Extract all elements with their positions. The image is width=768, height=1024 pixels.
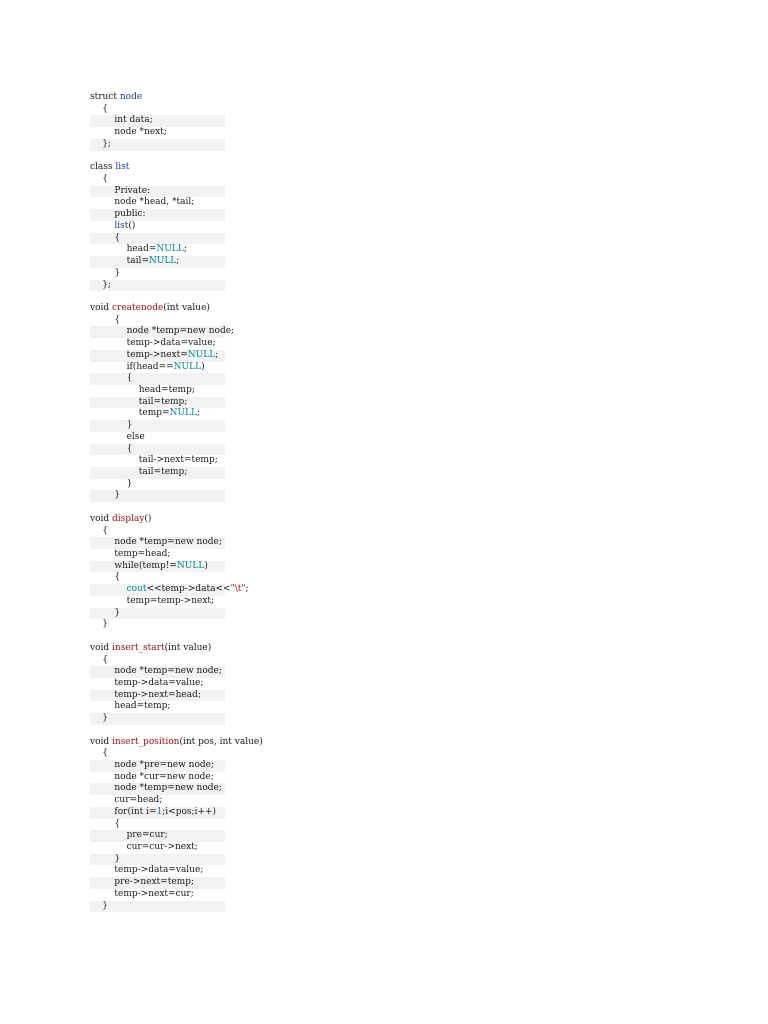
- code-token: while(temp!=: [114, 560, 177, 571]
- code-line: [90, 350, 390, 362]
- code-token: temp=head;: [114, 549, 171, 560]
- code-line: [90, 807, 390, 819]
- code-token: head=temp;: [138, 384, 195, 395]
- code-line: [90, 561, 390, 573]
- code-token: temp->next=: [126, 349, 188, 360]
- code-token: }: [126, 478, 133, 489]
- code-token: "\t": [230, 584, 246, 595]
- code-token: (int value): [164, 642, 212, 653]
- code-token: {: [102, 654, 108, 665]
- code-token: if(head==: [126, 361, 174, 372]
- code-token: {: [114, 818, 121, 829]
- code-token: <<temp->data<<: [146, 584, 231, 595]
- code-token: }: [102, 619, 108, 630]
- code-line: [90, 490, 390, 502]
- code-token: (): [128, 220, 136, 231]
- code-token: cout: [126, 584, 147, 595]
- code-line: [90, 127, 390, 139]
- code-token: else: [126, 431, 145, 442]
- code-token: NULL: [176, 560, 205, 571]
- code-line: [90, 115, 390, 127]
- code-token: struct: [90, 92, 120, 102]
- code-token: list: [115, 162, 130, 173]
- code-token: ): [201, 361, 205, 372]
- code-line: [90, 819, 390, 831]
- code-line: [90, 244, 390, 256]
- code-token: }: [114, 490, 121, 501]
- code-token: insert_start: [112, 642, 165, 653]
- code-line: [90, 362, 390, 374]
- code-token: ;: [197, 408, 201, 419]
- code-token: node *temp=new node;: [114, 666, 222, 677]
- code-line: [90, 760, 390, 772]
- code-token: temp->data=value;: [126, 338, 216, 349]
- code-line: [90, 584, 390, 596]
- code-line: [90, 385, 390, 397]
- code-listing: [90, 92, 390, 912]
- code-token: for(int i=: [114, 806, 157, 817]
- code-token: 1: [156, 806, 163, 817]
- code-line: [90, 432, 390, 444]
- code-line: [90, 303, 390, 315]
- code-token: tail=temp;: [138, 396, 188, 407]
- code-line: [90, 280, 390, 292]
- code-token: temp->data=value;: [114, 865, 204, 876]
- code-line: [90, 373, 390, 385]
- code-token: temp->data=value;: [114, 677, 204, 688]
- code-token: };: [102, 138, 111, 149]
- code-line: [90, 795, 390, 807]
- code-token: void: [90, 642, 113, 653]
- code-token: }: [126, 420, 133, 431]
- code-line: [90, 92, 390, 104]
- code-line: [90, 256, 390, 268]
- blank-line: [90, 151, 390, 163]
- code-line: [90, 830, 390, 842]
- code-line: [90, 444, 390, 456]
- code-line: [90, 162, 390, 174]
- code-token: void: [90, 513, 113, 524]
- code-line: [90, 901, 390, 913]
- code-line: [90, 748, 390, 760]
- code-token: NULL: [148, 256, 177, 267]
- code-token: ;: [215, 349, 219, 360]
- code-line: [90, 408, 390, 420]
- code-token: ;: [183, 244, 187, 255]
- code-line: [90, 197, 390, 209]
- code-token: {: [102, 748, 108, 759]
- code-token: node *head, *tail;: [114, 197, 195, 208]
- code-token: display: [112, 513, 145, 524]
- code-token: pre->next=temp;: [114, 877, 194, 888]
- code-token: }: [114, 267, 121, 278]
- code-line: [90, 397, 390, 409]
- code-line: [90, 666, 390, 678]
- code-line: [90, 690, 390, 702]
- code-token: NULL: [169, 408, 197, 419]
- code-token: {: [126, 443, 133, 454]
- code-token: {: [102, 525, 108, 536]
- code-token: ;: [176, 256, 180, 267]
- blank-line: [90, 631, 390, 643]
- code-line: [90, 572, 390, 584]
- code-token: tail->next=temp;: [138, 455, 218, 466]
- code-token: temp->next=cur;: [114, 888, 194, 899]
- code-line: [90, 783, 390, 795]
- code-token: ): [204, 560, 208, 571]
- code-line: [90, 209, 390, 221]
- code-token: node *temp=new node;: [114, 537, 222, 548]
- code-line: [90, 268, 390, 280]
- code-line: [90, 326, 390, 338]
- code-line: [90, 737, 390, 749]
- code-token: head=: [126, 244, 157, 255]
- code-line: [90, 537, 390, 549]
- code-token: ;i<pos;i++): [162, 806, 217, 817]
- code-token: int data;: [114, 115, 153, 126]
- code-line: [90, 174, 390, 186]
- code-token: };: [102, 279, 111, 290]
- code-token: {: [114, 232, 121, 243]
- code-line: [90, 877, 390, 889]
- code-token: temp->next=head;: [114, 689, 201, 700]
- code-line: [90, 713, 390, 725]
- code-token: {: [114, 572, 121, 583]
- code-line: [90, 701, 390, 713]
- code-token: void: [90, 736, 113, 747]
- code-token: {: [126, 373, 133, 384]
- blank-line: [90, 291, 390, 303]
- code-line: [90, 526, 390, 538]
- code-line: [90, 455, 390, 467]
- code-token: }: [114, 853, 121, 864]
- code-line: [90, 139, 390, 151]
- code-line: [90, 420, 390, 432]
- blank-line: [90, 502, 390, 514]
- code-token: node *pre=new node;: [114, 759, 215, 770]
- code-line: [90, 549, 390, 561]
- code-line: [90, 643, 390, 655]
- code-line: [90, 889, 390, 901]
- blank-line: [90, 725, 390, 737]
- code-token: temp=: [138, 408, 170, 419]
- code-line: [90, 315, 390, 327]
- code-line: [90, 678, 390, 690]
- code-token: NULL: [173, 361, 202, 372]
- code-token: insert_position: [112, 736, 180, 747]
- code-line: [90, 608, 390, 620]
- code-line: [90, 655, 390, 667]
- code-token: temp=temp->next;: [126, 595, 215, 606]
- code-token: {: [102, 174, 108, 185]
- code-token: {: [114, 314, 121, 325]
- code-token: class: [90, 162, 116, 173]
- code-token: cur=cur->next;: [126, 842, 198, 852]
- code-token: NULL: [156, 244, 184, 255]
- code-token: node *temp=new node;: [114, 783, 222, 794]
- code-line: [90, 221, 390, 233]
- code-token: (int value): [163, 302, 210, 313]
- code-token: }: [114, 607, 121, 618]
- code-line: [90, 854, 390, 866]
- code-line: [90, 233, 390, 245]
- code-token: tail=: [126, 256, 149, 267]
- code-line: [90, 104, 390, 116]
- code-token: tail=temp;: [138, 467, 188, 477]
- code-token: node *temp=new node;: [126, 326, 235, 337]
- code-token: (int pos, int value): [179, 736, 263, 747]
- code-line: [90, 865, 390, 877]
- code-token: cur=head;: [114, 795, 163, 806]
- code-token: public:: [114, 209, 146, 220]
- code-line: [90, 772, 390, 784]
- code-line: [90, 338, 390, 350]
- code-token: {: [102, 103, 108, 114]
- code-line: [90, 479, 390, 491]
- code-token: }: [102, 900, 108, 911]
- code-line: [90, 186, 390, 198]
- code-token: createnode: [112, 302, 164, 313]
- code-line: [90, 467, 390, 479]
- code-token: (): [144, 513, 152, 524]
- code-token: pre=cur;: [126, 830, 168, 841]
- code-token: node: [119, 92, 143, 102]
- code-token: head=temp;: [114, 701, 171, 712]
- code-token: ;: [245, 584, 249, 595]
- code-line: [90, 596, 390, 608]
- code-token: Private:: [114, 185, 151, 196]
- code-token: }: [102, 713, 108, 724]
- code-line: [90, 619, 390, 631]
- code-token: node *cur=new node;: [114, 771, 214, 782]
- code-token: NULL: [187, 349, 216, 360]
- code-token: void: [90, 302, 113, 313]
- code-line: [90, 842, 390, 854]
- code-line: [90, 514, 390, 526]
- code-token: list: [114, 220, 129, 231]
- code-token: node *next;: [114, 127, 167, 138]
